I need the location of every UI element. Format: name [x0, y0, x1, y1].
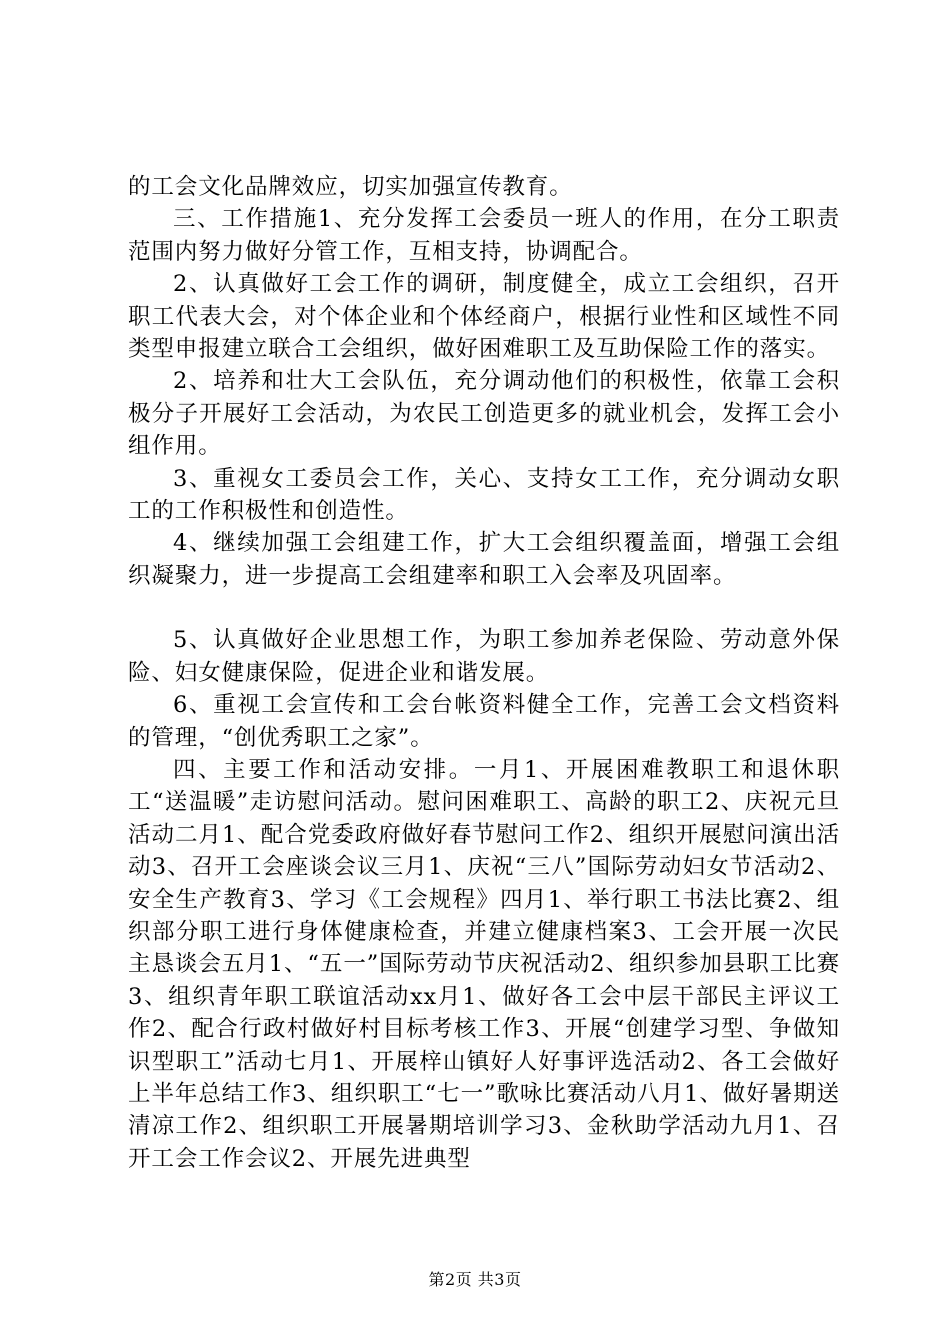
paragraph-section-four-schedule: 四、主要工作和活动安排。一月1、开展困难教职工和退休职工“送温暖”走访慰问活动。慰问困难职工、高龄的职工2、庆祝元旦活动二月1、配合党委政府做好春节慰问工作2、组织开展慰问演出活动3、召开工会座谈会议三月1、庆祝“三八”国际劳动妇女节活动2、安全生产教育3、学习《工会规程》四月1、举行职工书法比赛2、组织部分职工进行身体健康检查，并建立健康档案3、工会开展一次民主恳谈会五月1、“五一”国际劳动节庆祝活动2、组织参加县职工比赛3、组织青年职工联谊活动xx月1、做好各工会中层干部民主评议工作2、配合行政村做好村目标考核工作3、开展“创建学习型、争做知识型职工”活动七月1、开展梓山镇好人好事评选活动2、各工会做好上半年总结工作3、组织职工“七一”歌咏比赛活动八月1、做好暑期送清凉工作2、组织职工开展暑期培训学习3、金秋助学活动九月1、召开工会工作会议2、开展先进典型 [128, 756, 840, 1172]
paragraph-section-three-measures: 三、工作措施1、充分发挥工会委员一班人的作用，在分工职责范围内努力做好分管工作，互相支持，协调配合。 [128, 206, 840, 265]
document-body [128, 171, 840, 1175]
paragraph-measure-6: 6、重视工会宣传和工会台帐资料健全工作，完善工会文档资料的管理，“创优秀职工之家”。 [128, 692, 840, 751]
paragraph-measure-2b: 2、培养和壮大工会队伍，充分调动他们的积极性，依靠工会积极分子开展好工会活动，为农民工创造更多的就业机会，发挥工会小组作用。 [128, 368, 840, 460]
paragraph-measure-4: 4、继续加强工会组建工作，扩大工会组织覆盖面，增强工会组织凝聚力，进一步提高工会组建率和职工入会率及巩固率。 [128, 530, 840, 589]
paragraph-measure-2a: 2、认真做好工会工作的调研，制度健全，成立工会组织，召开职工代表大会，对个体企业和个体经商户，根据行业性和区域性不同类型申报建立联合工会组织，做好困难职工及互助保险工作的落实。 [128, 271, 840, 363]
paragraph-measure-5: 5、认真做好企业思想工作，为职工参加养老保险、劳动意外保险、妇女健康保险，促进企业和谐发展。 [128, 627, 840, 686]
page-number-footer: 第2页 共3页 [428, 1270, 522, 1289]
paragraph-continuation: 的工会文化品牌效应，切实加强宣传教育。 [128, 174, 573, 200]
paragraph-measure-3: 3、重视女工委员会工作，关心、支持女工工作，充分调动女职工的工作积极性和创造性。 [128, 465, 840, 525]
